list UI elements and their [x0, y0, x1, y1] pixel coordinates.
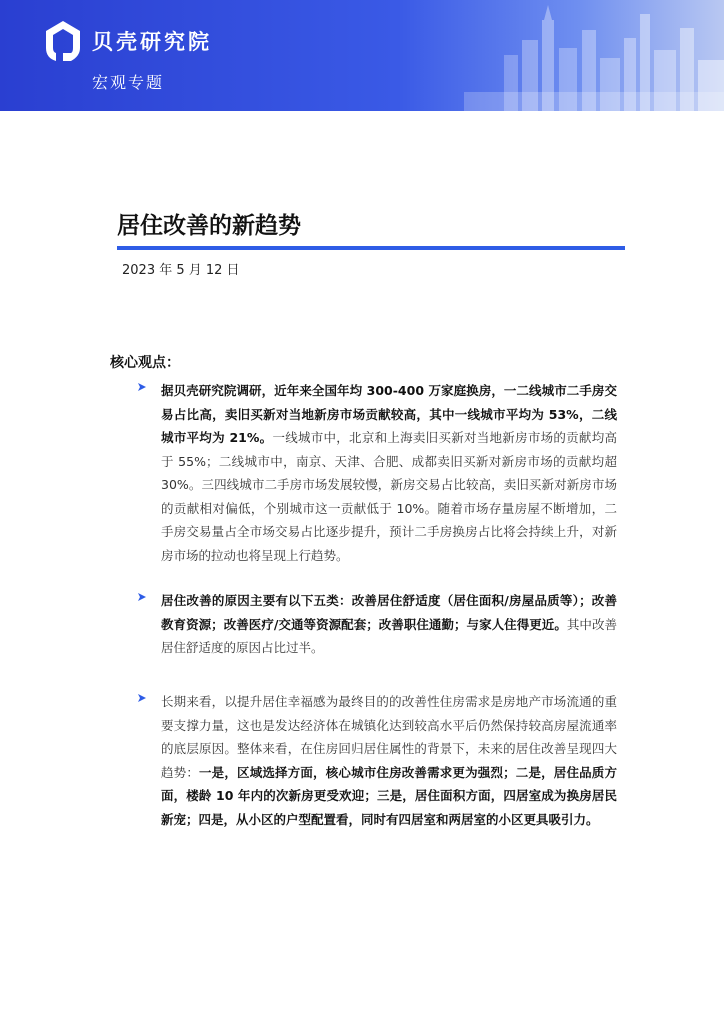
- page-title: 居住改善的新趋势: [117, 213, 301, 239]
- brand-name: 贝壳研究院: [92, 30, 212, 54]
- arrow-bullet-icon: [137, 693, 147, 703]
- point-1-bold: 据贝壳研究院调研，近年来全国年均 300-400 万家庭换房，一二线城市二手房交易占比高，卖旧买新对当地新房市场贡献较高，其中一线城市平均为 53%，二线城市平均为 21%。: [161, 383, 617, 445]
- point-2-text: 其中改善居住舒适度的原因占比过半。: [161, 616, 617, 655]
- point-3-bold: 一是，区域选择方面，核心城市住房改善需求更为强烈；二是，居住品质方面，楼龄 10 年内的次新房更受欢迎；三是，居住面积方面，四居室成为换房居民新宠；四是，从小区的户型配置看，同时有四居室和两居室的小区更具吸引力。: [161, 764, 617, 827]
- core-points-heading: 核心观点：: [110, 355, 180, 371]
- title-divider: [117, 246, 625, 250]
- point-2-bold: 居住改善的原因主要有以下五类：改善居住舒适度（居住面积/房屋品质等）；改善教育资源；改善医疗/交通等资源配套；改善职住通勤；与家人住得更近。: [161, 593, 617, 632]
- city-skyline-illustration: [464, 0, 724, 111]
- section-label: 宏观专题: [92, 73, 165, 92]
- beike-logo-icon: [40, 18, 86, 64]
- core-point-2: [137, 589, 617, 660]
- point-3-text: 长期来看，以提升居住幸福感为最终目的的改善性住房需求是房地产市场流通的重要支撑力量，这也是发达经济体在城镇化达到较高水平后仍然保持较高房屋流通率的底层原因。整体来看，在住房回归居住属性的背景下，未来的居住改善呈现四大趋势：: [161, 694, 617, 780]
- point-1-text: 一线城市中，北京和上海卖旧买新对当地新房市场的贡献均高于 55%；二线城市中，南京、天津、合肥、成都卖旧买新对新房市场的贡献均超 30%。三四线城市二手房市场发展较慢，新房交易占比较高，卖旧买新对新房市场的贡献相对偏低，个别城市这一贡献低于 10%。随着市场存量房屋不断增加，二手房交易量占全市场交易占比逐步提升，预计二手房换房占比将会持续上升，对新房市场的拉动也将呈现上行趋势。: [161, 430, 617, 563]
- core-point-3: [137, 690, 617, 831]
- arrow-bullet-icon: [137, 382, 147, 392]
- page-header: [0, 0, 724, 111]
- core-point-1: [137, 379, 617, 567]
- publish-date: 2023 年 5 月 12 日: [122, 263, 240, 278]
- arrow-bullet-icon: [137, 592, 147, 602]
